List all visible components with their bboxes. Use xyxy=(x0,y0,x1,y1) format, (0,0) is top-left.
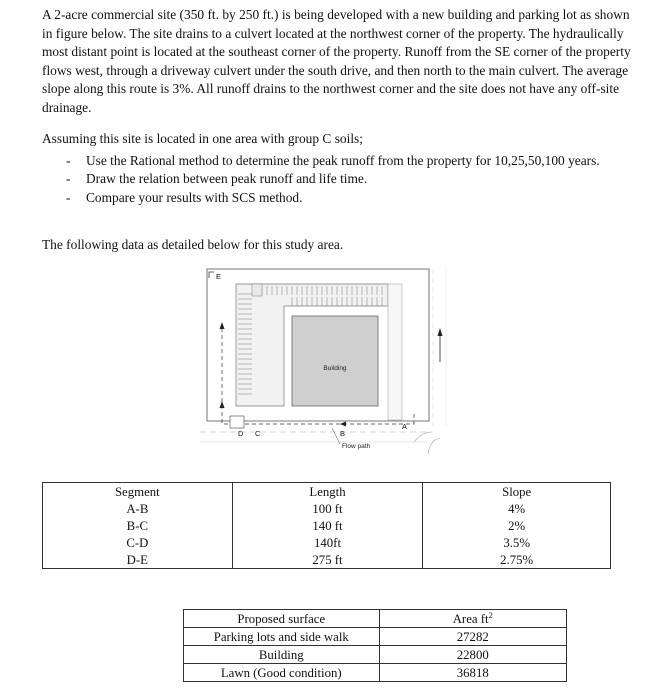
point-e-label: E xyxy=(216,272,222,281)
area-table-header xyxy=(184,610,567,628)
problem-intro: A 2-acre commercial site (350 ft. by 250 ft.) is being developed with a new building and parking lot as shown in figure below. The site drains to a culvert located at the northwest corner of the property. The hydraulically most distant point is located at the southeast corner of the property. Runoff from the SE corner of the property flows west, through a driveway culvert under the south drive, and then north to the main culvert. The average slope along this route is 3%. All runoff drains to the northwest corner and the site does not have any off-site drainage. xyxy=(42,7,631,115)
slope-cell: 3.5% xyxy=(423,534,611,551)
segment-cell: B-C xyxy=(43,517,233,534)
task-item: - Draw the relation between peak runoff and life time. xyxy=(66,170,626,188)
soil-assumption: Assuming this site is located in one area with group C soils; xyxy=(42,131,363,146)
flow-path-label: Flow path xyxy=(342,443,371,450)
driveway-culvert xyxy=(230,416,244,428)
point-c-label: C xyxy=(255,429,261,438)
segment-cell: A-B xyxy=(43,500,233,517)
task-item: - Use the Rational method to determine the peak runoff from the property for 10,25,50,100 years. xyxy=(66,152,626,170)
task-marker: - xyxy=(66,153,71,168)
length-cell: 140 ft xyxy=(232,517,423,534)
slope-cell: 4% xyxy=(423,500,611,517)
slope-cell: 2% xyxy=(423,517,611,534)
surface-header: Proposed surface xyxy=(184,610,380,628)
east-walkway xyxy=(388,284,402,420)
table-row xyxy=(43,500,611,517)
task-list xyxy=(66,152,626,207)
task-item: - Compare your results with SCS method. xyxy=(66,189,626,207)
slope-header: Slope xyxy=(423,483,611,501)
table-row xyxy=(184,628,567,646)
area-cell: 27282 xyxy=(379,628,566,646)
flow-path-leader xyxy=(332,428,340,444)
segment-table xyxy=(42,482,611,569)
segment-cell: D-E xyxy=(43,551,233,569)
task-marker: - xyxy=(66,189,71,205)
point-b-label: B xyxy=(340,429,346,438)
length-cell: 140ft xyxy=(232,534,423,551)
length-cell: 275 ft xyxy=(232,551,423,569)
table-row xyxy=(43,551,611,569)
drive-curb-left xyxy=(414,432,432,442)
area-cell: 22800 xyxy=(379,646,566,664)
segment-header: Segment xyxy=(43,483,233,501)
table-row xyxy=(43,534,611,551)
north-arrow-icon xyxy=(438,328,443,336)
table-row xyxy=(43,517,611,534)
point-a-label: A xyxy=(402,422,408,431)
flow-arrow-north xyxy=(220,322,225,329)
point-d-label: D xyxy=(238,429,244,438)
site-plan-drawing xyxy=(200,266,455,466)
culvert-marker xyxy=(209,272,214,278)
data-lead-text: The following data as detailed below for this study area. xyxy=(42,237,344,252)
flow-arrow-west xyxy=(340,422,346,427)
segment-table-header xyxy=(43,483,611,501)
segment-cell: C-D xyxy=(43,534,233,551)
area-table xyxy=(183,609,567,682)
surface-cell: Lawn (Good condition) xyxy=(184,664,380,682)
drive-curb-right xyxy=(428,438,440,454)
slope-cell: 2.75% xyxy=(423,551,611,569)
surface-cell: Parking lots and side walk xyxy=(184,628,380,646)
length-header: Length xyxy=(232,483,423,501)
site-plan-figure xyxy=(200,266,455,466)
table-row xyxy=(184,646,567,664)
area-cell: 36818 xyxy=(379,664,566,682)
task-marker: - xyxy=(66,171,71,187)
length-cell: 100 ft xyxy=(232,500,423,517)
area-header: Area $ft^2$ xyxy=(379,610,566,628)
building-footprint xyxy=(292,316,378,406)
area-unit-exponent: 2 xyxy=(488,609,493,620)
table-row xyxy=(184,664,567,682)
flow-arrow-mid xyxy=(220,401,225,408)
parking-island xyxy=(252,284,262,296)
parking-stalls-left xyxy=(238,294,252,394)
building-label: Building xyxy=(323,365,347,372)
surface-cell: Building xyxy=(184,646,380,664)
